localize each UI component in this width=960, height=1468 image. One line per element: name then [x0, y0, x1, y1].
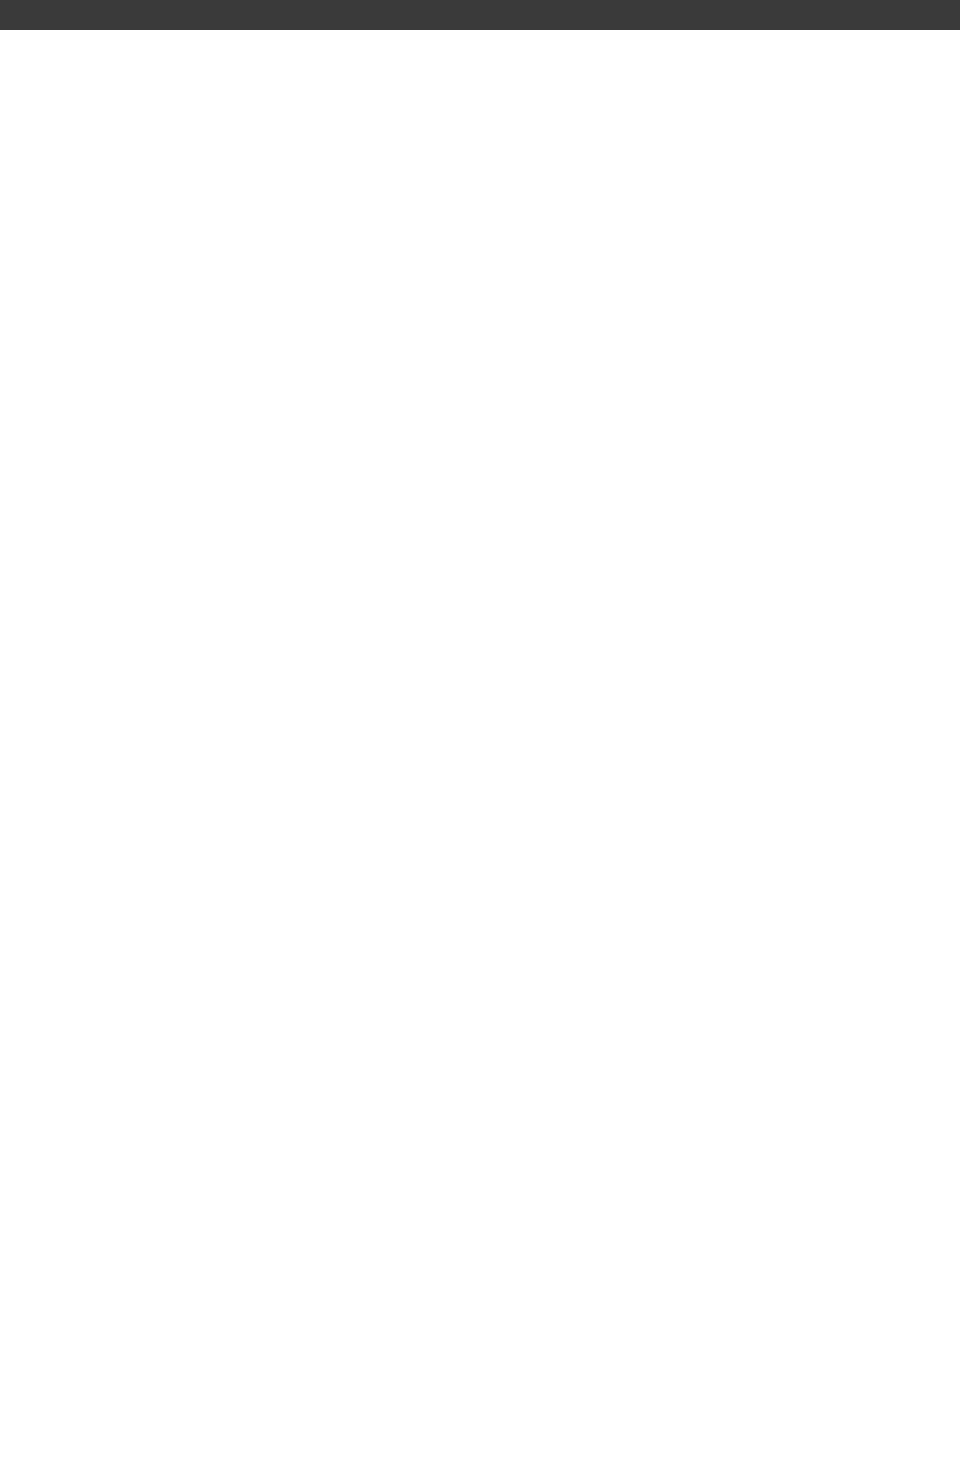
document-header: [0, 0, 960, 30]
